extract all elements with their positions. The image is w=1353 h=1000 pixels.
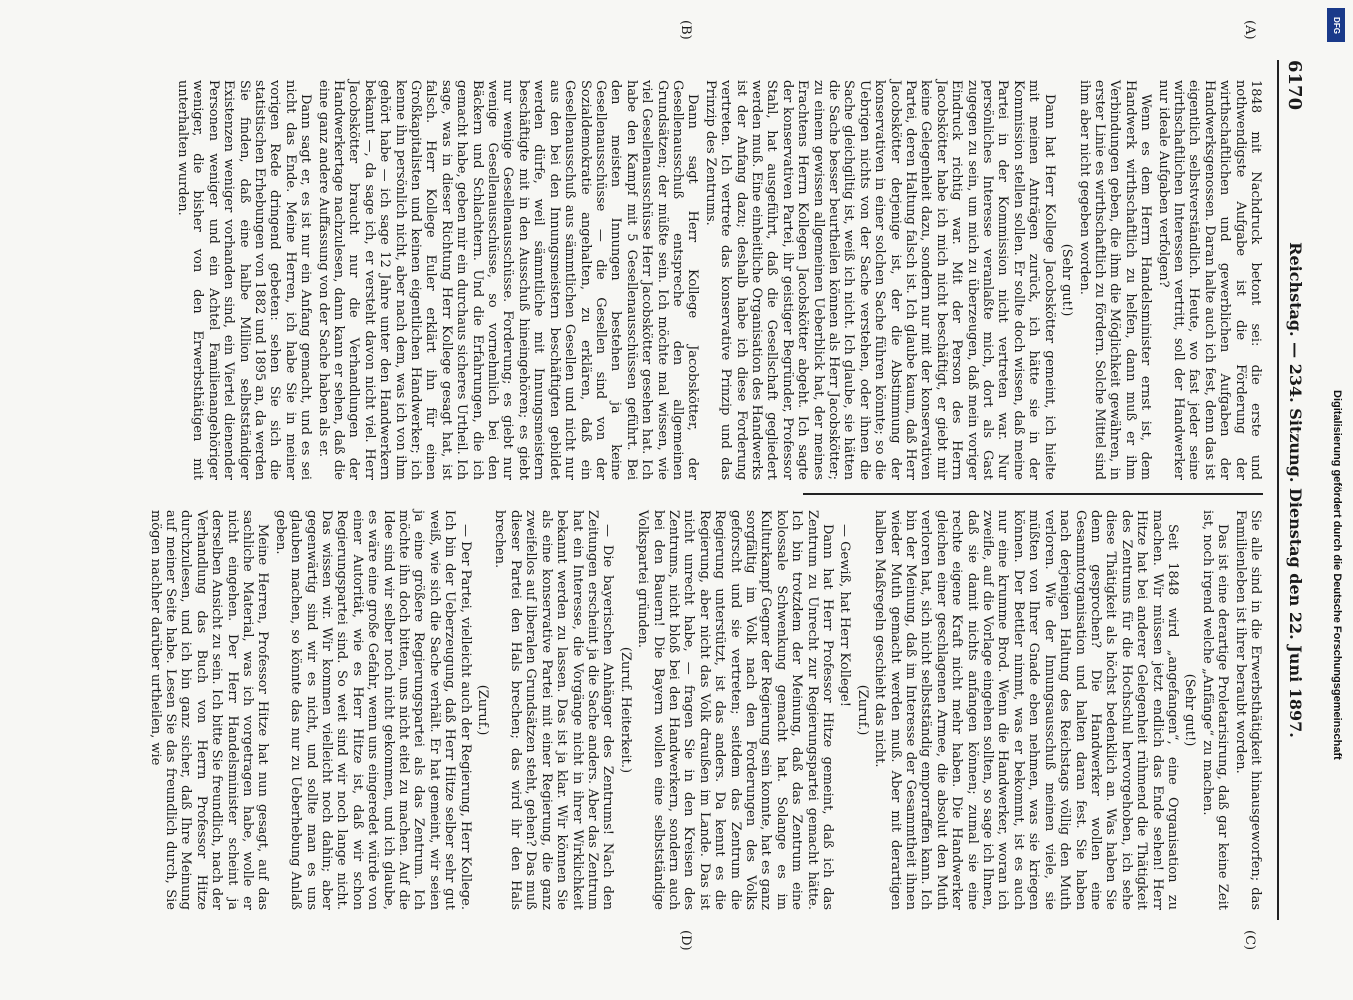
page-number: 6170 <box>1284 60 1305 111</box>
paragraph: — Die bayerischen Anhänger des Zentrums! Nach den Zeitungen erscheint ja die Sache anders. Aber das Zentrum hat ein Interesse, die Vorgänge nicht in ihrer Wirklichkeit bekannt werden zu lassen. Das ist ja klar. Wir können Sie als eine konservative Partei mit einer Regierung, die ganz zweifellos auf liberalen Grundsätzen steht, gehen? Das muß dieser Partei den Hals brechen; das wird ihr den Hals brechen. <box>492 510 616 910</box>
interjection: (Sehr gut!) <box>1059 243 1075 317</box>
interjection: (Zuruf.) <box>475 684 491 736</box>
paragraph: Dann sagt er, es ist nur ein Anfang gemacht, und es sei nicht das Ende. Meine Herren, ich habe Sie in meiner vorigen Rede dringend gebeten: sehen Sie sich die statistischen Erhebungen von 1882 und 1895 an, da werden Sie finden, daß eine halbe Million selbstständiger Existenzen weniger vorhanden sind, ein Viertel dienender Personen weniger und ein Achtel Familienangehöriger weniger, die bisher von den Erwerbsthätigen mit unterhalten wurden. <box>174 80 314 480</box>
interjection: (Sehr gut!) <box>1182 673 1198 747</box>
paragraph: Das ist eine derartige Proletarisirung, daß gar keine Zeit ist, noch irgend welche „Anfänge“ zu machen. <box>1199 510 1231 910</box>
paragraph: Dann hat Herr Kollege Jacobskötter gemeint, ich hielte mit meinen Anträgen zurück, ich hätte sie in der Kommission stellen sollen. Er sollte doch wissen, daß meine Partei in der Kommission nicht vertreten war. Nur persönliches Interesse veranlaßte mich, dort als Gast zugegen zu sein, um mich zu überzeugen, daß mein voriger Eindruck richtig war. Mit der Person des Herrn Jacobskötter habe ich mich nicht beschäftigt, er giebt mir keine Gelegenheit dazu, sondern nur mit der konservativen Partei, deren Haltung falsch ist. Ich glaube kaum, daß Herr Jacobskötter derjenige ist, der die Abstimmung der konservativen in einer solchen Sache führen könnte; so die Uebrigen nichts von der Sache verstehen, oder ihnen die Sache gleichgiltig ist, weiß ich nicht. Ich glaube, sie hätten die Sache besser beurtheilen können als Herr Jacobskötter; zu einem gewissen allgemeinen Ueberblick hat, der meines Erachtens Herrn Kollegen Jacobskötter abgeht. Ich sagte der konservativen Partei, ihr geistiger Begründer, Professor Stahl, hat ausgeführt, daß die Gesellschaft gegliedert werden muß. Eine einheitliche Organisation des Handwerks ist der Anfang dazu; deshalb habe ich diese Forderung vertreten. Ich vertrete das konservative Prinzip und das Prinzip des Zentrums. <box>702 80 1057 480</box>
interjection: (Zuruf.) <box>854 684 870 736</box>
digitization-credit <box>1323 390 1345 950</box>
column-divider <box>803 493 1263 495</box>
paragraph: 1848 mit Nachdruck betont sei: die erste und nothwendigste Aufgabe ist die Förderung der wirthschaftlichen und gewerblichen Aufgaben der Handwerksgenossen. Daran halte auch ich fest, denn das ist eigentlich selbstverständlich. Heute, wo fast jeder seine wirthschaftlichen Interessen vertritt, soll der Handwerker nur ideale Aufgaben verfolgen? <box>1155 80 1263 480</box>
paragraph: — Der Partei, vielleicht auch der Regierung, Herr Kollege. Ich bin der Ueberzeugung, daß Herr Hitze selber sehr gut weiß, wie sich die Sache verhält. Er hat gemeint, wir seien ja eine größere Regierungspartei als das Zentrum. Ich möchte ihn doch bitten, uns nicht eitel zu machen. Auf die Idee sind wir selber noch nicht gekommen, und ich glaube, es wäre eine große Gefahr, wenn uns eingeredet würde von einer Autorität, wie es Herr Hitze ist, daß wir schon Regierungspartei sind. So weit sind wir noch lange nicht. Das wissen wir. Wir kommen vielleicht noch dahin; aber gegenwärtig sind wir es nicht, und sollte man es uns glauben machen, so könnte das nur zu Ueberhebung Anlaß geben. <box>272 510 473 910</box>
document-page <box>73 20 1313 951</box>
paragraph: Seit 1848 wird „angefangen“, eine Organisation zu machen. Wir müssen jetzt endlich das Ende sehen! Herr Hitze hat bei anderer Gelegenheit rühmend die Thätigkeit des Zentrums für die Hochschul hervorgehoben, ich sehe diese Thätigkeit als höchst bedenklich an. Was haben Sie denn gesprochen? Die Handwerker wollen eine Gesammtorganisation und halten daran fest. Sie haben nach derjenigen Haltung des Reichstags völlig den Muth verloren. Wie der Innungsausschuß meinen viele, sie müßten von Ihrer Gnade eben nehmen, was sie kriegen können. Der Bettler nimmt, was er bekommt, ist es auch nur eine krumme Brod. Wenn die Handwerker, woran ich zweifle, auf die Vorlage eingehen sollten, so sage ich Ihnen, daß sie damit nichts anfangen können; zumal sie eine rechte eigene Kraft nicht mehr haben. Die Handwerker gleichen einer geschlagenen Armee, die absolut den Muth verloren hat, sich nicht selbstständig emporraffen kann. Ich bin der Meinung, daß im Interesse der Gesammtheit ihnen wieder Muth gemacht werden muß. Aber mit derartigen halben Maßregeln geschieht das nicht. <box>872 510 1180 910</box>
margin-mark-d: (D) <box>678 930 693 951</box>
paragraph: Dann hat Herr Professor Hitze gemeint, daß ich das Zentrum zu Unrecht zur Regierungspartei gemacht hätte. Ich bin trotzdem der Meinung, daß das Zentrum eine kolossale Schwenkung gemacht hat. Solange es im Kulturkampf Gegner der Regierung sein konnte, hat es ganz sorgfältig im Volk nach den Forderungen des Volks geforscht und sie vertreten; seitdem das Zentrum die Regierung unterstützt, ist das anders. Da kennt es die Regierung, aber nicht das Volk draußen im Lande. Das ist nicht unrecht habe, — fragen Sie in den Kreisen des Zentrums, nicht bloß bei den Handwerkern, sondern auch bei den Bauern! Die Bayern wollen eine selbstständige Volkspartei gründen. <box>635 510 836 910</box>
header-title: Reichstag. — 234. Sitzung. Dienstag den 22. Juni 1897. <box>1286 242 1305 738</box>
margin-mark-a: (A) <box>1242 20 1257 40</box>
margin-mark-b: (B) <box>678 20 693 40</box>
left-column <box>173 80 1263 480</box>
paragraph: Meine Herren, Professor Hitze hat nun gesagt, auf das sachliche Material, was ich vorgetragen habe, wolle er nicht eingehen. Der Herr Handelsminister scheint ja derselben Ansicht zu sein. Ich bitte Sie freundlich, nach der Verhandlung das Buch von Herrn Professor Hitze durchzulesen, und ich bin ganz sicher, daß Ihre Meinung auf meiner Seite habe. Lesen Sie das freundlich durch, Sie mögen nachher darüber urtheilen, wie <box>147 510 271 910</box>
right-column <box>145 510 1263 910</box>
paragraph: Sie alle sind in die Erwerbsthätigkeit hinausgeworfen; das Familienleben ist ihrer beraubt worden. <box>1232 510 1263 910</box>
running-header <box>1277 60 1313 920</box>
paragraph: — Gewiß, hat Herr Kollege! <box>837 524 853 707</box>
credit-text: Digitalisierung gefördert durch die Deutsche Forschungsgemeinschaft <box>1331 390 1343 760</box>
interjection: (Zuruf. Heiterkeit.) <box>617 646 633 774</box>
paragraph: Dann sagt Herr Kollege Jacobskötter, der Gesellenausschuß entspreche den allgemeinen Grundsätzen; der müßte sein. Ich möchte mal wissen, wie viel Gesellenausschüsse Herr Jacobskötter gesehen hat. Ich habe den Kampf mit 5 Gesellenausschüssen geführt. Bei den meisten Innungen bestehen ja keine Gesellenausschüsse — die Gesellen sind von der Sozialdemokratie angehalten, zu erklären, daß ein Gesellenausschuß aus sämmtlichen Gesellen und nicht nur aus den bei den Innungsmeistern beschäftigten gebildet werden dürfe, weil sämmtliche mit Innungsmeistern beschäftigte mit in den Ausschuß hineingehören; es giebt nur wenige Gesellenausschüsse. Forderung; es giebt nur wenige Gesellenausschüsse, so vornehmlich bei den Bäckern und Schlachtern. Und die Erfahrungen, die ich gemacht habe, geben mir ein durchaus sicheres Urtheil. Ich sage, was in dieser Richtung Herr Kollege gesagt hat, ist falsch. Herr Kollege Euler erklärt ihn für einen Großkapitalisten und keinen eigentlichen Handwerker; ich kenne ihn persönlich nicht, aber nach dem, was ich von ihm gehört habe — ich sage 12 Jahre unter den Handwerkern bekannt —, da sage ich, er versteht davon nicht viel. Herr Jacobskötter braucht nur die Verhandlungen der Handwerkertage nachzulesen, dann kann er sehen, daß die eine ganz andere Auffassung von der Sache haben als er. <box>315 80 701 480</box>
margin-mark-c: (C) <box>1242 930 1257 951</box>
paragraph: Wenn es dem Herrn Handelsminister ernst ist, dem Handwerk wirthschaftlich zu helfen, dann muß er ihm Verbindungen geben, die ihm die Möglichkeit gewähren, in erster Linie es wirthschaftlich zu fördern. Solche Mittel sind ihm aber nicht gegeben worden. <box>1076 80 1154 480</box>
dfg-logo: DFG <box>1327 8 1345 42</box>
